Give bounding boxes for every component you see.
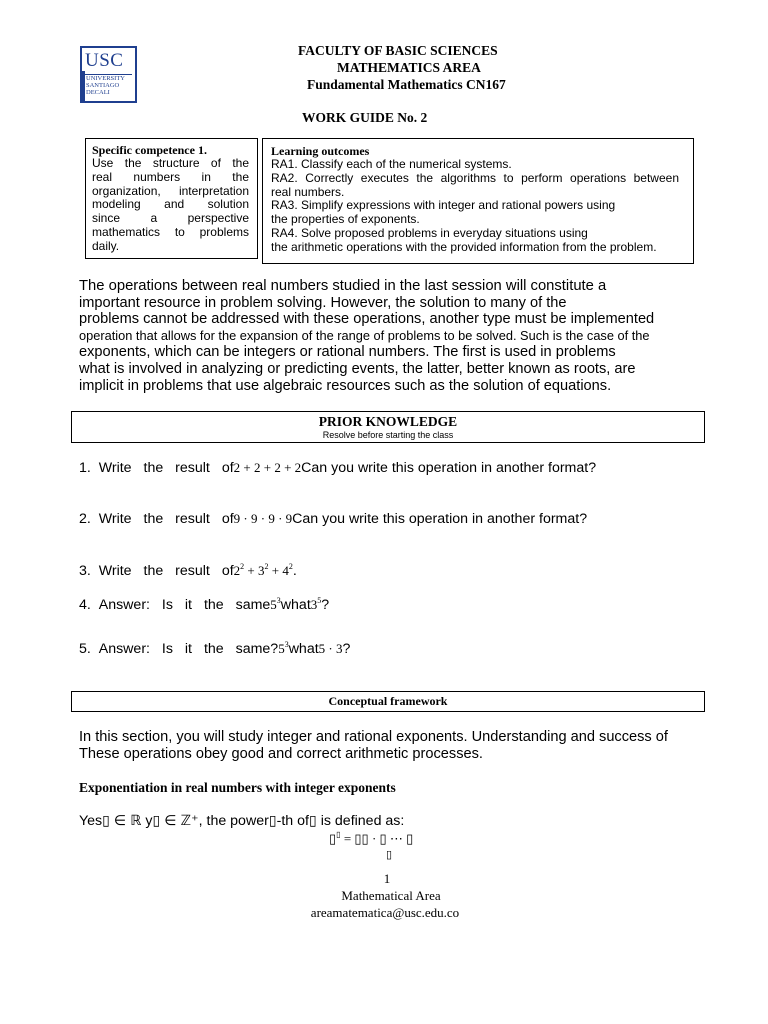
competence-box (85, 138, 258, 259)
definition-line: Yes▯ ∈ ℝ y▯ ∈ ℤ⁺, the power▯-th of▯ is defined as: (79, 813, 405, 829)
intro-paragraph: The operations between real numbers studied in the last session will constitute a important resource in problem solving. However, the solution to many of the problems cannot be addressed with these operations, another type must be implemented operation that allows for the expansion of the range of problems to be solved. Such is the case of the exponents, which can be integers or rational numbers. The first is used in problems what is involved in analyzing or predicting events, the latter, better known as roots, are implicit in problems that use algebraic resources such as the solution of equations. (79, 278, 655, 394)
page-number: 1 (383, 871, 391, 886)
conceptual-framework-box (71, 691, 705, 712)
logo-bar (82, 71, 85, 101)
power-definition-formula: ▯▯ = ▯▯ · ▯ ⋯ ▯ (329, 830, 414, 846)
formula-underbrace-label: ▯ (386, 849, 393, 861)
course-title: Fundamental Mathematics CN167 (307, 77, 506, 92)
question-3: 3. Write the result $of2^2 + 3^2 + 4^2$. (79, 562, 297, 579)
outcomes-title: Learning outcomes (271, 144, 370, 158)
question-1: 1. Write the result of2 + 2 + 2 + 2Can you write this operation in another format? (79, 460, 597, 476)
outcome-ra4: RA4. Solve proposed problems in everyday situations using (271, 225, 588, 240)
exponentiation-heading: Exponentiation in real numbers with integer exponents (79, 780, 396, 795)
outcomes-list: RA1. Classify each of the numerical systems. RA2. Correctly executes the algorithms to perform operations between real numbers. RA3. Simplify expressions with integer and rational powers using the properties of exponents. RA4. Solve proposed problems in everyday situations using the arithmetic operations with the provided information from the problem. (271, 157, 679, 254)
outcome-ra1: RA1. Classify each of the numerical systems. (271, 157, 512, 171)
prior-knowledge-subtitle: Resolve before starting the class (322, 430, 454, 440)
prior-knowledge-box (71, 411, 705, 443)
conceptual-paragraph: In this section, you will study integer and rational exponents. Understanding and success of These operations obey good and correct arithmetic processes. (79, 729, 668, 762)
footer-area: Mathematical Area (341, 888, 441, 903)
outcome-ra3: RA3. Simplify expressions with integer and rational powers using (271, 198, 616, 213)
usc-logo (80, 46, 137, 103)
competence-text: Use the structure of the real numbers in the organization, interpretation modeling and solution since a perspective mathematics to problems daily. (92, 156, 249, 253)
question-2: 2. Write the result of9 · 9 · 9 · 9Can you write this operation in another format? (79, 511, 588, 527)
question-5: 5. Answer: Is it the $same?5^3what5 \cdot 3$? (79, 640, 351, 657)
faculty-title: FACULTY OF BASIC SCIENCES (298, 43, 498, 58)
area-title: MATHEMATICS AREA (337, 60, 481, 75)
competence-title: Specific competence 1. (92, 143, 207, 157)
prior-knowledge-title: PRIOR KNOWLEDGE (318, 414, 458, 429)
footer-email: areamatematica@usc.edu.co (310, 905, 460, 920)
logo-main-text: USC (85, 50, 124, 71)
work-guide-title: WORK GUIDE No. 2 (302, 110, 428, 125)
question-4: 4. Answer: Is it the $same5^3what3^5$? (79, 596, 330, 613)
logo-subtext: UNIVERSITY SANTIAGO DECALI (86, 75, 125, 96)
learning-outcomes-box (262, 138, 694, 264)
outcome-ra2: RA2. Correctly executes the algorithms to perform operations between (271, 170, 679, 185)
conceptual-framework-title: Conceptual framework (328, 694, 448, 708)
